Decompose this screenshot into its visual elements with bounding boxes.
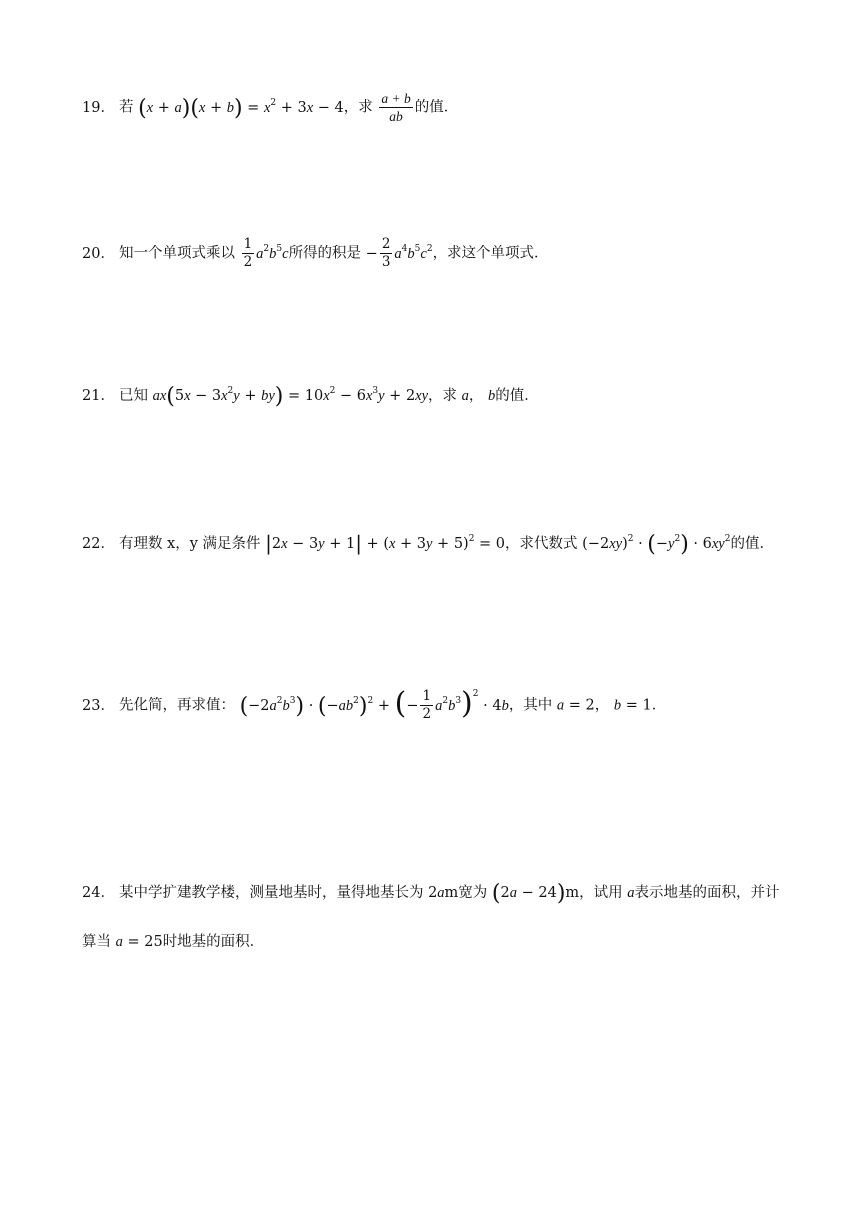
math-expression: a = 25: [115, 934, 163, 950]
math-expression: − $\frac{2}{3}$ $a^4b^5c^2$: [365, 236, 433, 270]
math-expression: (2a − 24)m: [491, 881, 580, 906]
math-expression: $(-2xy)^2 \cdot (-y^2) \cdot 6xy^2$: [582, 532, 731, 557]
question-text: ，求: [343, 99, 373, 116]
question-text: 某中学扩建教学楼，测量地基时，量得地基长为: [118, 885, 424, 901]
question-text: ，求: [428, 388, 458, 404]
question-text: 若: [118, 99, 134, 116]
question-number: 22．: [82, 536, 115, 552]
question-24: 24． 某中学扩建教学楼，测量地基时，量得地基长为 2am宽为 (2a − 24)m，试用 a表示地基的面积，并计: [82, 881, 780, 906]
question-20: [82, 238, 549, 269]
math-expression: $(-2a^2b^3) \cdot (-ab^2)^2$ + (− $\frac{1}{2}$ $a^2b^3)^2 \cdot 4b$: [239, 685, 509, 722]
question-21: 21． 已知 $ax(5x - 3x^2y + by) = 10x^2 - 6x^3y + 2xy$，求 a， b的值．: [82, 384, 539, 409]
question-text: 所得的积是: [288, 245, 362, 262]
math-expression: $(x + a)(x + b) = x^2 + 3x - 4$: [138, 95, 344, 121]
question-23: 23． 先化简，再求值： $(-2a^2b^3) \cdot (-ab^2)^2$ + (− $\frac{1}{2}$ $a^2b^3)^2 \cdot 4b$，其中 a = 2， b = 1．: [82, 685, 667, 722]
fraction: $\frac{a + b}{ab}$: [381, 91, 411, 124]
question-text: 的值．: [495, 388, 539, 404]
question-text: ，其中: [508, 697, 553, 714]
question-text: 有理数 x，y 满足条件: [118, 536, 261, 552]
question-text: 时地基的面积．: [162, 934, 265, 950]
question-24-continuation: [82, 930, 264, 954]
question-number: 19．: [82, 99, 115, 116]
question-text: 宽为: [458, 885, 488, 901]
question-text: ．: [651, 697, 667, 714]
question-number: 23．: [82, 697, 115, 714]
math-expression: 2am: [428, 885, 459, 901]
question-text: 已知: [118, 388, 148, 404]
question-number: 24．: [82, 885, 115, 901]
math-expression: $ax(5x - 3x^2y + by) = 10x^2 - 6x^3y + 2xy$: [152, 384, 429, 409]
math-expression: $\frac{1}{2}$ $a^2b^5c$: [243, 236, 289, 270]
math-expression: $|2x - 3y + 1| + (x + 3y + 5)^2 = 0$: [265, 531, 506, 555]
question-text: 的值．: [414, 99, 459, 116]
question-19: [82, 92, 458, 123]
question-text: 表示地基的面积，并计: [634, 885, 780, 901]
question-22: [82, 531, 774, 557]
question-text: 算当: [82, 934, 111, 950]
question-text: 先化简，再求值：: [118, 697, 235, 714]
question-text: ，试用: [579, 885, 623, 901]
question-number: 21．: [82, 388, 115, 404]
question-text: 的值．: [730, 536, 774, 552]
question-number: 20．: [82, 245, 115, 262]
question-text: ，求这个单项式．: [432, 245, 549, 262]
question-text: 知一个单项式乘以: [118, 245, 235, 262]
question-text: ，求代数式: [505, 536, 578, 552]
